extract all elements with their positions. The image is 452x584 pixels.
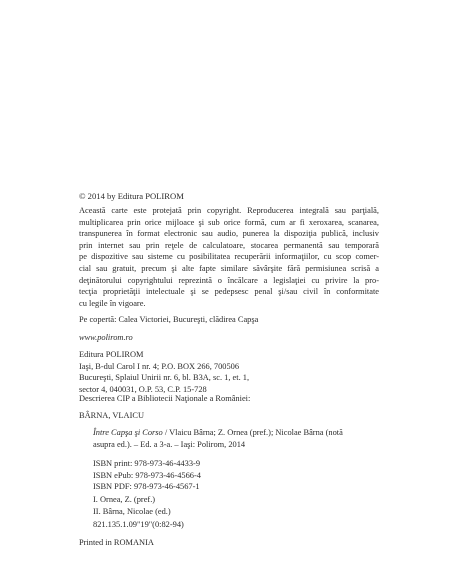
address-line: Iaşi, B-dul Carol I nr. 4; P.O. BOX 266, 700506: [79, 361, 240, 371]
udc-code: 821.135.1.09"19"(0:82-94): [93, 520, 184, 529]
address-line: Editura POLIROM: [79, 350, 144, 359]
catalog-entry-line: asupra ed.). – Ed. a 3-a. – Iaşi: Polirom, 2014: [93, 439, 246, 449]
address-line: sector 4, 040031, O.P. 53, C.P. 15-728: [79, 384, 207, 394]
cover-note: Pe copertă: Calea Victoriei, Bucureşti, clădirea Capşa: [79, 315, 259, 324]
legal-line: transpunerea în format electronic sau audio, punerea la dispoziţia publică, inclusiv: [79, 229, 379, 239]
isbn-list: [93, 458, 393, 493]
catalog-entry: [93, 427, 379, 450]
copyright-line: © 2014 by Editura POLIROM: [79, 191, 184, 201]
address-line: Bucureşti, Splaiul Unirii nr. 6, bl. B3A, sc. 1, et. 1,: [79, 373, 250, 383]
legal-line: cu legile în vigoare.: [79, 298, 146, 308]
publisher-website: www.polirom.ro: [79, 333, 133, 342]
entry-details: / Vlaicu Bârna; Z. Ornea (pref.); Nicolae Bârna (notă: [162, 428, 343, 437]
legal-notice: [79, 205, 379, 309]
index-entries: [93, 494, 393, 517]
isbn-line: ISBN print: 978-973-46-4433-9: [93, 459, 201, 468]
legal-line: prin internet sau prin reţele de calculatoare, stocarea permanentă sau temporară: [79, 240, 379, 250]
isbn-line: ISBN ePub: 978-973-46-4566-4: [93, 470, 201, 480]
cip-title: Descrierea CIP a Bibliotecii Naţionale a României:: [79, 394, 251, 403]
index-entry: I. Ornea, Z. (pref.): [93, 495, 156, 504]
legal-line: tecţia proprietăţii intelectuale şi se pedepsesc penal şi/sau civil în conformitate: [79, 287, 379, 297]
author-heading: BÂRNA, VLAICU: [79, 411, 144, 420]
catalog-entry-line: [93, 427, 379, 439]
legal-line: multiplicarea prin orice mijloace şi sub orice formă, cum ar fi xeroxarea, scanarea,: [79, 217, 379, 227]
book-title: Între Capşa şi Corso: [93, 428, 163, 437]
publisher-address: [79, 349, 379, 395]
isbn-line: ISBN PDF: 978-973-46-4567-1: [93, 482, 200, 492]
legal-line: deţinătorului copyrightului reprezintă o încălcare a legislaţiei cu privire la pro-: [79, 275, 379, 285]
index-entry: II. Bârna, Nicolae (ed.): [93, 506, 171, 516]
legal-line: Această carte este protejată prin copyright. Reproducerea integrală sau parţială,: [79, 206, 379, 215]
printed-in: Printed in ROMANIA: [79, 538, 154, 547]
legal-line: cial sau gratuit, precum şi alte fapte similare săvârşite fără permisiunea scrisă a: [79, 263, 379, 273]
legal-line: pe dispozitive sau sisteme cu posibilitatea recuperării informaţiilor, cu scop comer-: [79, 252, 379, 262]
